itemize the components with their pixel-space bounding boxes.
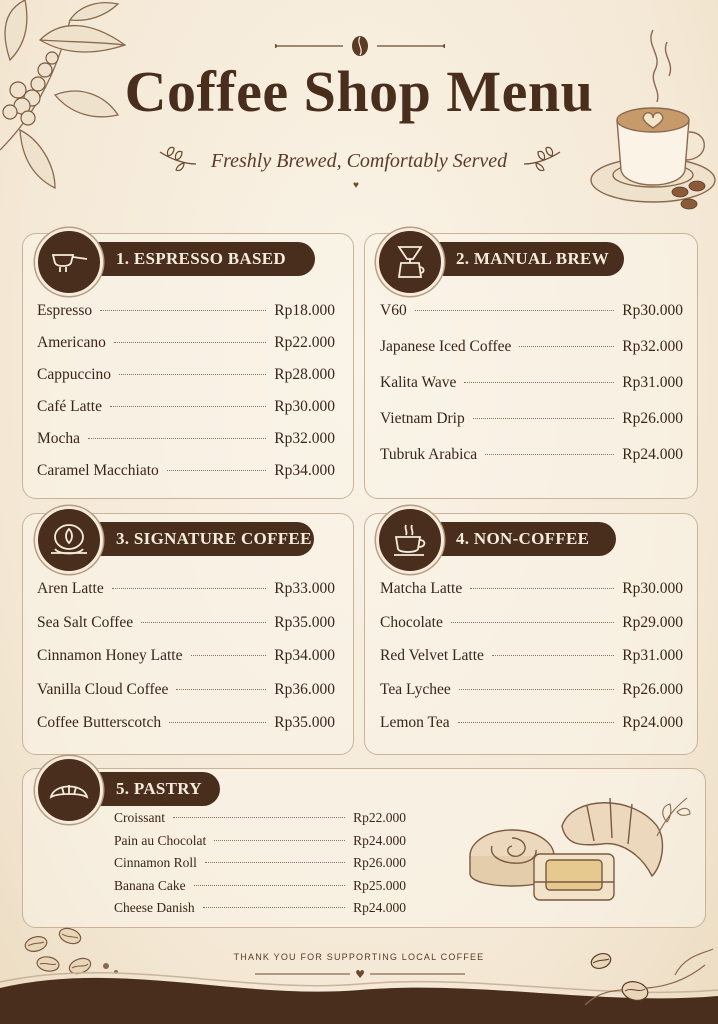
croissant-icon: [35, 756, 103, 824]
item-name: Cappuccino: [37, 366, 112, 383]
menu-item: [380, 446, 683, 482]
item-price: Rp32.000: [622, 338, 683, 355]
coffee-beans-right-illustration: [575, 945, 715, 1020]
menu-item: [380, 410, 683, 446]
menu-item: [114, 900, 406, 923]
section-signature-list: [37, 580, 335, 748]
item-name: Tubruk Arabica: [380, 446, 478, 463]
item-price: Rp24.000: [622, 446, 683, 463]
menu-item: [37, 681, 335, 715]
item-price: Rp30.000: [622, 302, 683, 319]
menu-item: [37, 302, 335, 334]
item-price: Rp24.000: [622, 714, 683, 731]
latte-art-icon: [35, 506, 103, 574]
item-name: Caramel Macchiato: [37, 462, 159, 479]
menu-item: [37, 366, 335, 398]
footer-thanks: THANK YOU FOR SUPPORTING LOCAL COFFEE: [233, 952, 485, 962]
tea-cup-icon: [376, 506, 444, 574]
item-name: Tea Lychee: [380, 680, 451, 698]
menu-item: [37, 398, 335, 430]
page-subtitle: Freshly Brewed, Comfortably Served: [210, 150, 508, 172]
section-manual-brew-header: 2. MANUAL BREW: [420, 242, 624, 276]
item-price: Rp30.000: [274, 398, 335, 415]
item-price: Rp35.000: [274, 613, 335, 631]
menu-item: [114, 833, 406, 856]
item-name: Chocolate: [380, 613, 443, 631]
item-price: Rp22.000: [353, 810, 406, 825]
item-price: Rp34.000: [274, 462, 335, 479]
menu-item: [380, 302, 683, 338]
menu-item: [380, 614, 683, 648]
item-price: Rp18.000: [274, 302, 335, 319]
menu-item: [114, 855, 406, 878]
item-name: Croissant: [114, 810, 166, 825]
item-name: Vietnam Drip: [380, 410, 465, 427]
item-name: Café Latte: [37, 398, 102, 415]
portafilter-icon: [35, 228, 103, 296]
item-price: Rp26.000: [353, 855, 406, 870]
item-name: V60: [380, 302, 407, 319]
menu-item: [114, 810, 406, 833]
menu-item: [380, 681, 683, 715]
item-price: Rp22.000: [274, 334, 335, 351]
item-name: Cinnamon Roll: [114, 855, 197, 870]
item-name: Coffee Butterscotch: [37, 714, 162, 731]
item-price: Rp31.000: [622, 647, 683, 664]
heart-icon: ♥: [353, 180, 359, 191]
menu-item: [380, 714, 683, 748]
section-manual-brew-list: [380, 302, 683, 482]
item-name: Cinnamon Honey Latte: [37, 647, 183, 664]
item-price: Rp24.000: [353, 832, 406, 848]
pastry-illustration: [462, 786, 692, 916]
item-name: Cheese Danish: [114, 900, 195, 915]
item-name: Kalita Wave: [380, 374, 457, 391]
svg-text:♥: ♥: [355, 968, 365, 981]
item-price: Rp32.000: [274, 430, 335, 447]
item-price: Rp34.000: [274, 647, 335, 664]
menu-item: [37, 614, 335, 648]
menu-item: [380, 580, 683, 614]
menu-item: [380, 338, 683, 374]
item-name: Vanilla Cloud Coffee: [37, 680, 169, 698]
section-espresso-list: [37, 302, 335, 494]
item-price: Rp25.000: [353, 877, 406, 893]
laurel-right-icon: [522, 142, 562, 176]
item-name: Banana Cake: [114, 877, 186, 893]
item-name: Japanese Iced Coffee: [380, 338, 512, 355]
section-non-coffee-header: 4. NON-COFFEE: [420, 522, 616, 556]
item-price: Rp36.000: [274, 680, 335, 698]
item-price: Rp26.000: [622, 410, 683, 427]
menu-item: [380, 374, 683, 410]
item-price: Rp33.000: [274, 580, 335, 597]
section-signature-header: 3. SIGNATURE COFFEE: [80, 522, 314, 556]
item-name: Red Velvet Latte: [380, 647, 484, 664]
item-name: Espresso: [37, 302, 93, 319]
menu-item: [37, 714, 335, 748]
section-non-coffee-list: [380, 580, 683, 748]
item-price: Rp29.000: [622, 613, 683, 631]
section-espresso-header: 1. ESPRESSO BASED: [80, 242, 315, 276]
menu-item: [37, 647, 335, 681]
item-price: Rp35.000: [274, 714, 335, 731]
menu-item: [37, 430, 335, 462]
section-pastry-list: [114, 810, 406, 923]
section-pastry-header: 5. PASTRY: [80, 772, 220, 806]
header-ornament: [275, 36, 445, 56]
menu-item: [37, 334, 335, 366]
item-name: Americano: [37, 334, 106, 351]
item-name: Aren Latte: [37, 580, 104, 597]
item-price: Rp26.000: [622, 680, 683, 698]
item-name: Pain au Chocolat: [114, 832, 207, 848]
menu-item: [37, 462, 335, 494]
item-name: Sea Salt Coffee: [37, 613, 134, 631]
item-name: Matcha Latte: [380, 580, 463, 597]
menu-item: [380, 647, 683, 681]
menu-item: [114, 878, 406, 901]
item-name: Mocha: [37, 430, 81, 447]
item-price: Rp24.000: [353, 900, 406, 915]
item-price: Rp28.000: [274, 366, 335, 383]
pour-over-icon: [376, 228, 444, 296]
item-price: Rp30.000: [622, 580, 683, 597]
item-price: Rp31.000: [622, 374, 683, 391]
page-title: Coffee Shop Menu: [124, 59, 594, 124]
item-name: Lemon Tea: [380, 714, 450, 731]
menu-item: [37, 580, 335, 614]
